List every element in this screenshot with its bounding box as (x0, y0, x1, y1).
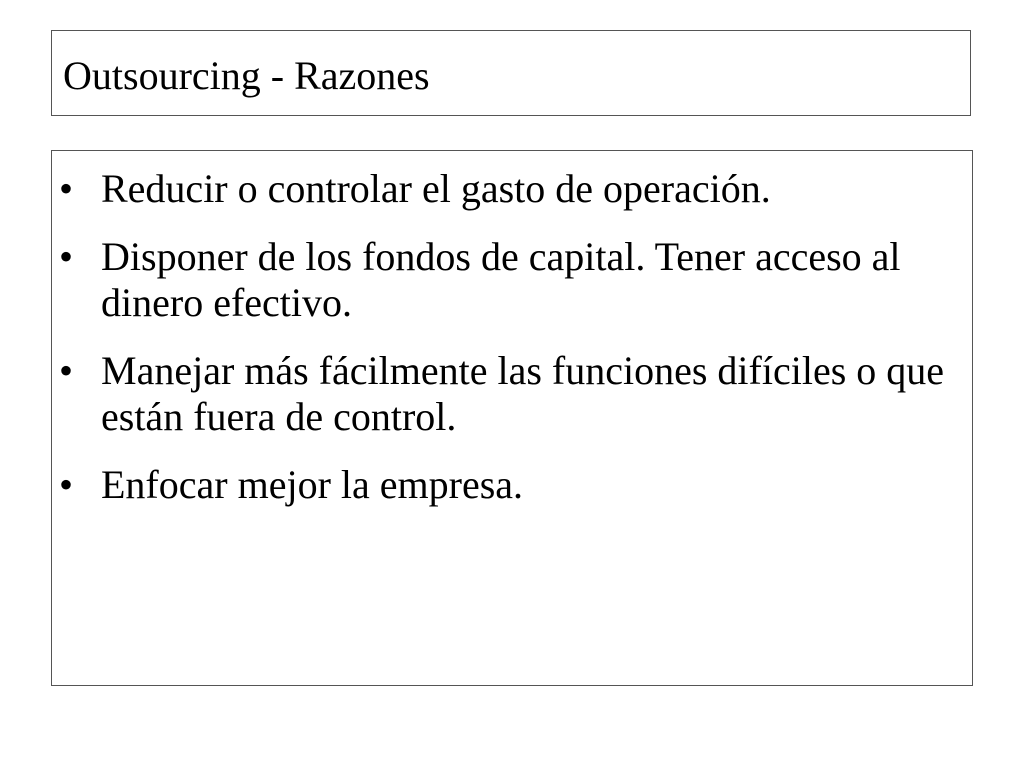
bullet-text: Disponer de los fondos de capital. Tener acceso al dinero efectivo. (101, 234, 901, 325)
bullet-text: Reducir o controlar el gasto de operación. (101, 166, 771, 211)
bullet-item-difficult-functions (59, 348, 964, 440)
slide-title-box (51, 30, 971, 116)
bullet-item-reduce-costs (59, 166, 964, 212)
bullet-dot-icon: • (59, 166, 74, 211)
bullet-dot-icon: • (59, 462, 74, 507)
bullet-dot-icon: • (59, 348, 74, 393)
bullet-text: Manejar más fácilmente las funciones difíciles o que están fuera de control. (101, 348, 945, 439)
bullet-dot-icon: • (59, 234, 74, 279)
slide-content-box (51, 150, 973, 686)
bullet-list (59, 166, 964, 530)
bullet-item-focus-company (59, 462, 964, 508)
slide-title: Outsourcing - Razones (63, 53, 430, 98)
bullet-item-capital-funds (59, 234, 964, 326)
bullet-text: Enfocar mejor la empresa. (101, 462, 524, 507)
